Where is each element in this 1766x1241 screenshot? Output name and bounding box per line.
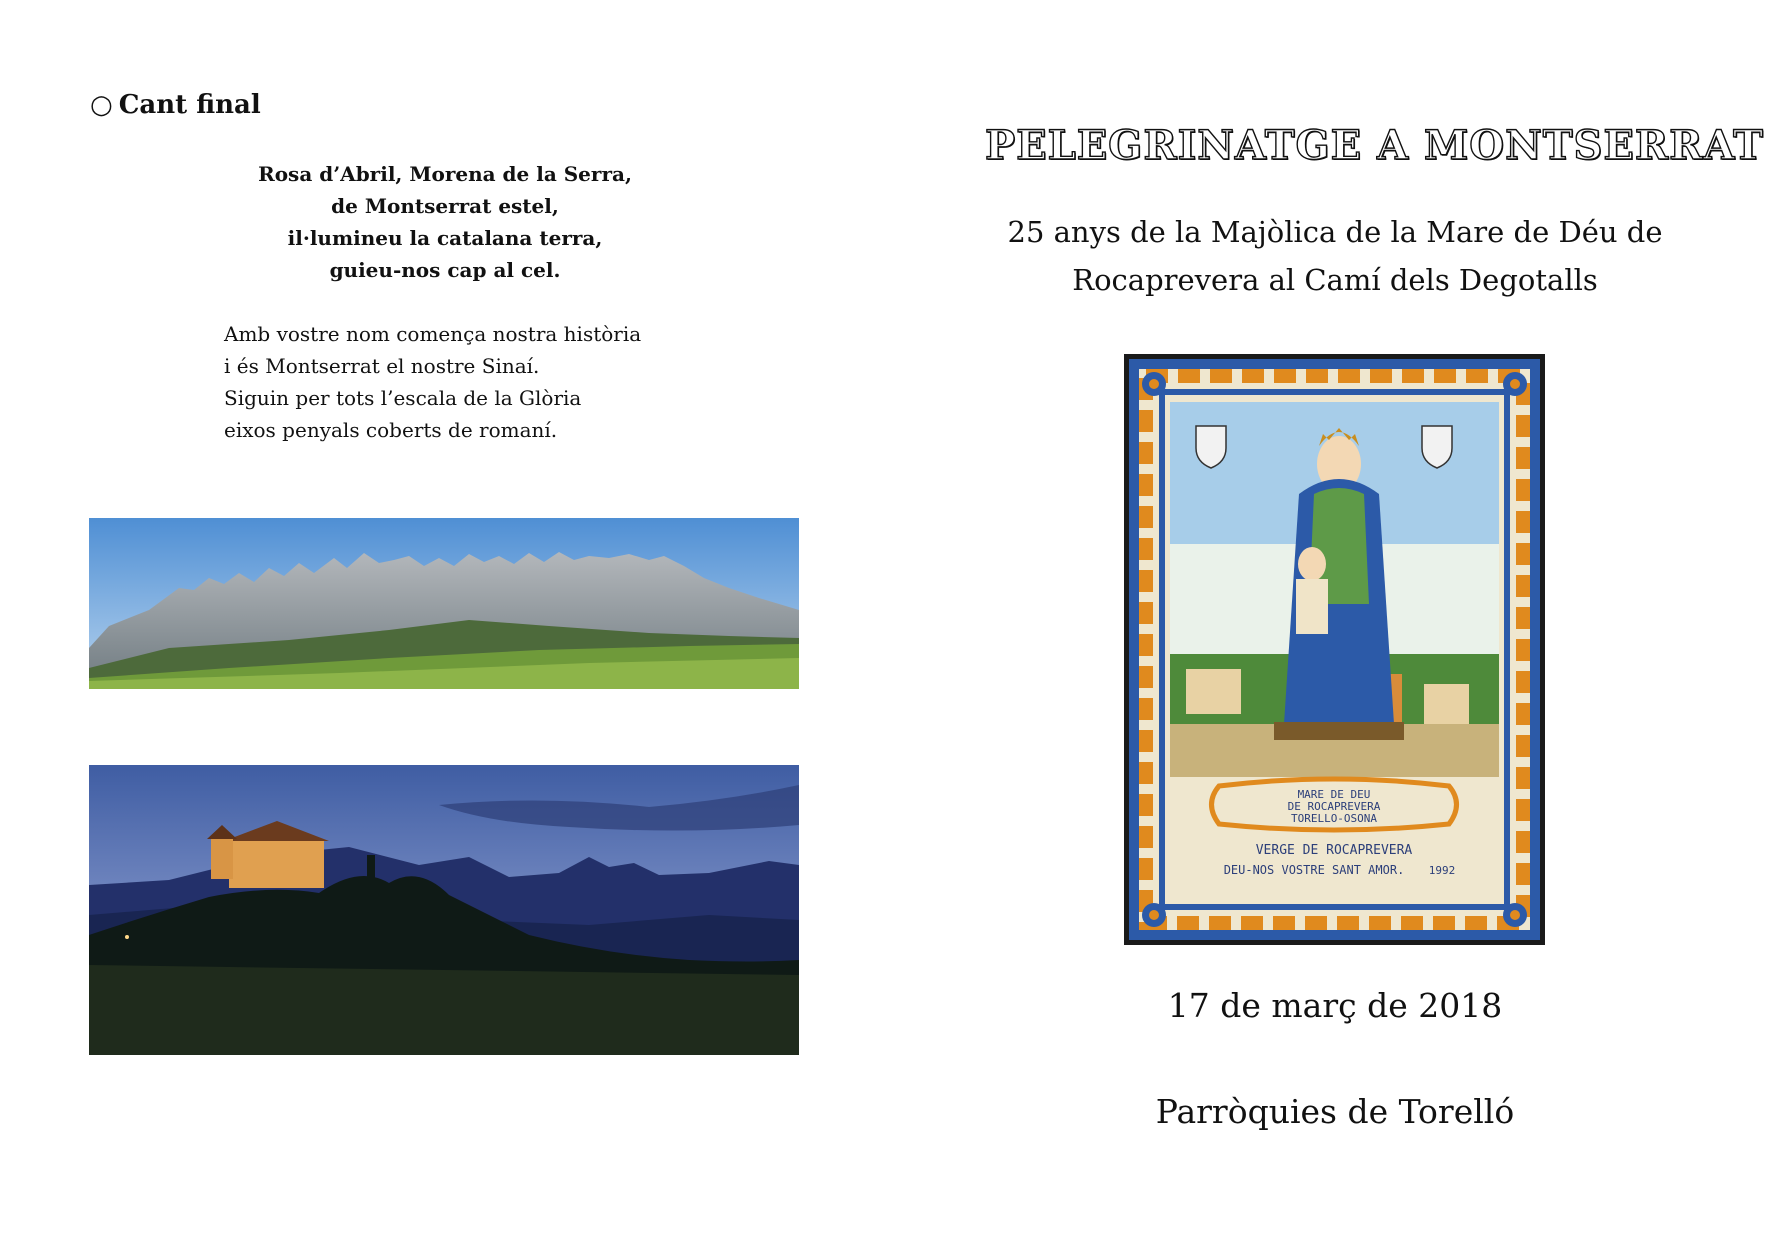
cartouche-line: DE ROCAPREVERA — [1287, 800, 1381, 813]
subtitle-line: Rocaprevera al Camí dels Degotalls — [1072, 263, 1598, 297]
chorus-line: guieu-nos cap al cel. — [329, 258, 561, 282]
cartouche-line: MARE DE DEU — [1297, 788, 1371, 801]
hymn-verse — [224, 318, 684, 446]
verse-line: i és Montserrat el nostre Sinaí. — [224, 354, 540, 378]
verse-line: Siguin per tots l’escala de la Glòria — [224, 386, 582, 410]
chorus-line: de Montserrat estel, — [331, 194, 559, 218]
bullet-icon: ○ — [90, 90, 113, 120]
subtitle — [975, 208, 1695, 304]
tile-caption-line: DEU-NOS VOSTRE SANT AMOR. — [1223, 863, 1405, 877]
verse-line: eixos penyals coberts de romaní. — [224, 418, 558, 442]
parish-name: Parròquies de Torelló — [1155, 1092, 1515, 1131]
tile-caption-year: 1992 — [1428, 864, 1456, 877]
section-heading — [90, 90, 261, 120]
majolica-tile-image — [1124, 354, 1545, 945]
event-date: 17 de març de 2018 — [1167, 986, 1503, 1025]
hymn-chorus — [220, 158, 670, 286]
subtitle-line: 25 anys de la Majòlica de la Mare de Déu de — [1007, 215, 1663, 249]
section-title: Cant final — [118, 90, 261, 120]
cartouche-line: TORELLO-OSONA — [1290, 812, 1378, 825]
montserrat-mountain-photo — [89, 518, 799, 689]
chorus-line: il·lumineu la catalana terra, — [287, 226, 603, 250]
tile-caption-line: VERGE DE ROCAPREVERA — [1255, 843, 1413, 858]
verse-line: Amb vostre nom comença nostra història — [224, 322, 642, 346]
page-title: PELEGRINATGE A MONTSERRAT — [985, 122, 1764, 169]
sanctuary-dusk-photo — [89, 765, 799, 1055]
chorus-line: Rosa d’Abril, Morena de la Serra, — [258, 162, 632, 186]
